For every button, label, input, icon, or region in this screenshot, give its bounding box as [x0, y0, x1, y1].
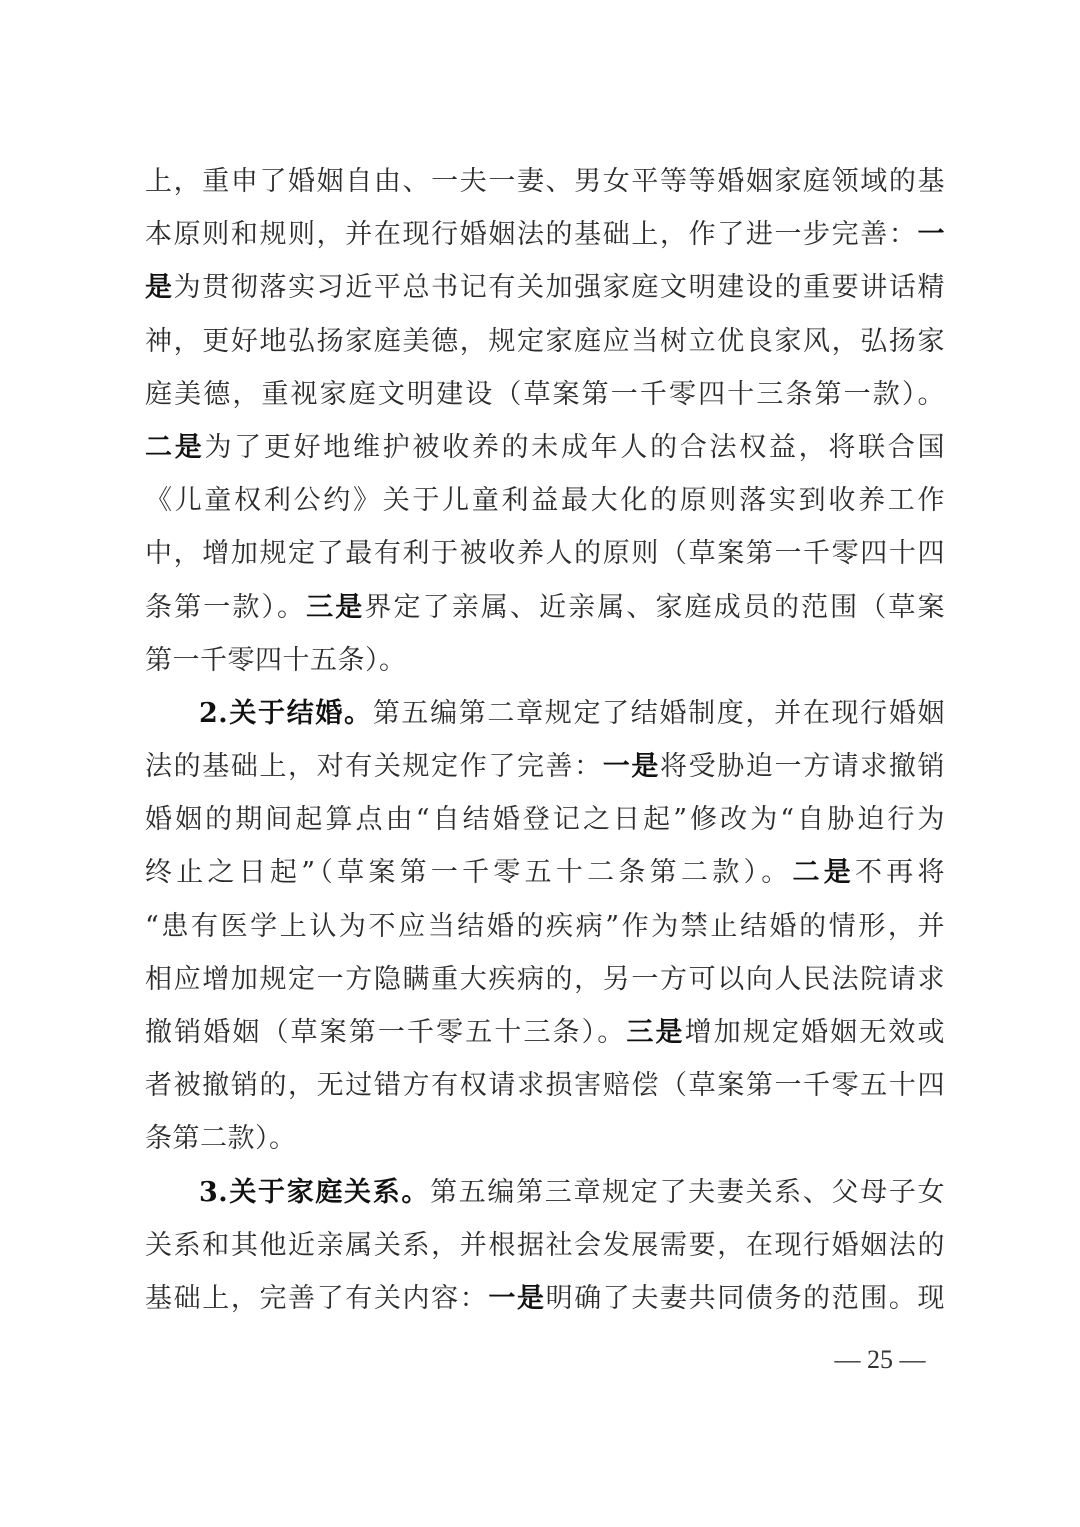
body-text: [145, 155, 945, 1325]
body-text-segment: 基础上，完善了有关内容：: [145, 1282, 489, 1314]
text-line: [145, 634, 945, 687]
body-text-segment: 本原则和规则，并在现行婚姻法的基础上，作了进一步完善：: [145, 219, 918, 251]
text-line: [145, 474, 945, 527]
body-text-segment: 将受胁迫一方请求撤销: [660, 751, 945, 783]
text-line: [145, 740, 945, 793]
text-line: [145, 1112, 945, 1165]
body-text-segment: 神，更好地弘扬家庭美德，规定家庭应当树立优良家风，弘扬家: [145, 325, 945, 357]
body-text-segment: “患有医学上认为不应当结婚的疾病”作为禁止结婚的情形，并: [145, 910, 945, 942]
text-line: [145, 527, 945, 580]
text-line: [145, 1272, 945, 1325]
text-line: [145, 368, 945, 421]
text-line: [145, 1006, 945, 1059]
bold-text: 2.关于结婚。: [199, 697, 373, 729]
text-line: [145, 315, 945, 368]
bold-text: 是: [145, 272, 174, 304]
body-text-segment: 界定了亲属、近亲属、家庭成员的范围（草案: [364, 591, 945, 623]
bold-text: 三是: [306, 591, 365, 623]
text-line: [145, 208, 945, 261]
text-line: [145, 1166, 945, 1219]
body-text-segment: 不再将: [854, 857, 945, 889]
body-text-segment: 者被撤销的，无过错方有权请求损害赔偿（草案第一千零五十四: [145, 1070, 945, 1102]
body-text-segment: 条第二款）。: [145, 1123, 297, 1155]
body-text-segment: 第五编第三章规定了夫妻关系、父母子女: [430, 1176, 945, 1208]
body-text-segment: 增加规定婚姻无效或: [684, 1017, 945, 1048]
text-line: [145, 953, 945, 1006]
page-number: — 25 —: [834, 1345, 926, 1374]
bold-text: 二是: [145, 431, 205, 463]
text-line: [145, 900, 945, 953]
body-text-segment: 第一千零四十五条）。: [145, 644, 407, 676]
text-line: [145, 1059, 945, 1112]
body-text-segment: 第五编第二章规定了结婚制度，并在现行婚姻: [372, 697, 945, 729]
body-text-segment: 相应增加规定一方隐瞒重大疾病的，另一方可以向人民法院请求: [145, 963, 945, 995]
body-text-segment: 明确了夫妻共同债务的范围。现: [545, 1282, 945, 1314]
body-text-segment: 撤销婚姻（草案第一千零五十三条）。: [145, 1017, 627, 1048]
bold-text: 一是: [488, 1282, 546, 1314]
text-line: [145, 421, 945, 474]
body-text-segment: 关系和其他近亲属关系，并根据社会发展需要，在现行婚姻法的: [145, 1229, 945, 1261]
body-text-segment: 终止之日起”（草案第一千零五十二条第二款）。: [145, 857, 793, 889]
bold-text: 3.关于家庭关系。: [199, 1176, 431, 1208]
body-text-segment: 上，重申了婚姻自由、一夫一妻、男女平等等婚姻家庭领域的基: [145, 166, 945, 197]
bold-text: 一: [917, 219, 945, 251]
text-line: [145, 793, 945, 846]
text-line: [145, 687, 945, 740]
text-line: [145, 846, 945, 899]
body-text-segment: 为贯彻落实习近平总书记有关加强家庭文明建设的重要讲话精: [173, 272, 945, 304]
bold-text: 三是: [626, 1017, 685, 1048]
body-text-segment: 法的基础上，对有关规定作了完善：: [145, 751, 603, 783]
bold-text: 二是: [792, 857, 855, 889]
text-line: [145, 261, 945, 314]
body-text-segment: 庭美德，重视家庭文明建设（草案第一千零四十三条第一款）。: [145, 378, 945, 410]
body-text-segment: 中，增加规定了最有利于被收养人的原则（草案第一千零四十四: [145, 538, 945, 570]
body-text-segment: 条第一款）。: [145, 591, 307, 623]
text-line: [145, 1219, 945, 1272]
body-text-segment: 《儿童权利公约》关于儿童利益最大化的原则落实到收养工作: [145, 485, 945, 517]
body-text-segment: 婚姻的期间起算点由“自结婚登记之日起”修改为“自胁迫行为: [145, 804, 945, 836]
bold-text: 一是: [602, 751, 661, 783]
body-text-segment: 为了更好地维护被收养的未成年人的合法权益，将联合国: [204, 431, 945, 463]
text-line: [145, 155, 945, 208]
text-line: [145, 581, 945, 634]
